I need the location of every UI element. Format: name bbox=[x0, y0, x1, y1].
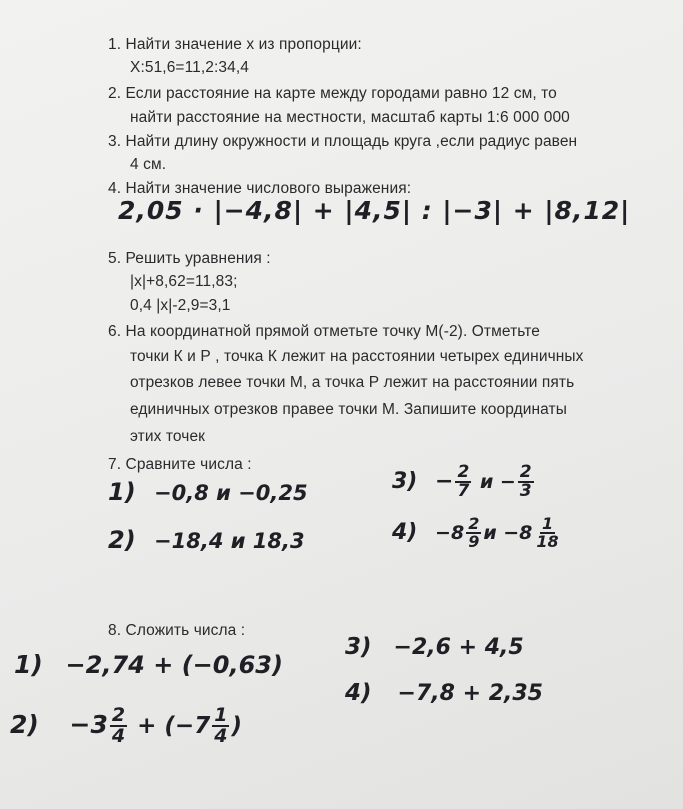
task-5-equation-2: 0,4 |x|-2,9=3,1 bbox=[130, 297, 231, 314]
task-8-item-3 bbox=[345, 634, 524, 660]
task-3-question-line1: 3. Найти длину окружности и площадь круга ,если радиус равен bbox=[108, 133, 578, 150]
item-expression: −2,74 + (−0,63) bbox=[65, 651, 283, 679]
item-whole: −3 bbox=[69, 710, 108, 739]
task-8-item-2 bbox=[10, 706, 242, 746]
task-6-line-5: этих точек bbox=[130, 428, 206, 445]
fraction-numerator: 1 bbox=[541, 514, 554, 533]
item-closing-paren: ) bbox=[231, 713, 242, 739]
item-expression: −18,4 и 18,3 bbox=[154, 529, 305, 553]
task-2-question-line1: 2. Если расстояние на карте между городами равно 12 см, то bbox=[108, 85, 557, 102]
task-7-item-4 bbox=[392, 516, 563, 550]
fraction-denominator: 7 bbox=[457, 481, 470, 501]
task-8-item-1 bbox=[14, 650, 283, 679]
fraction-denominator: 9 bbox=[468, 532, 480, 551]
item-label: 2) bbox=[10, 710, 39, 739]
item-sign: − bbox=[435, 469, 454, 494]
fraction-numerator: 2 bbox=[457, 462, 470, 482]
task-1-question: 1. Найти значение х из пропорции: bbox=[108, 36, 362, 53]
fraction-2 bbox=[518, 464, 534, 500]
fraction-denominator: 4 bbox=[111, 725, 126, 747]
fraction-numerator: 2 bbox=[468, 514, 480, 533]
task-4-handwritten-expression: 2,05 · |−4,8| + |4,5| : |−3| + |8,12| bbox=[118, 196, 631, 225]
item-label: 1) bbox=[108, 478, 136, 506]
fraction-denominator: 3 bbox=[519, 481, 532, 501]
task-5-question: 5. Решить уравнения : bbox=[108, 250, 271, 267]
task-7-question: 7. Сравните числа : bbox=[108, 456, 252, 473]
fraction-numerator: 2 bbox=[111, 704, 126, 726]
item-connector: + (−7 bbox=[129, 713, 211, 739]
task-7-item-3 bbox=[392, 464, 536, 500]
item-connector: и −8 bbox=[483, 522, 533, 544]
fraction-1 bbox=[110, 706, 127, 746]
task-6-line-1: 6. На координатной прямой отметьте точку М(-2). Отметьте bbox=[108, 323, 540, 340]
fraction-1 bbox=[466, 516, 481, 550]
item-label: 1) bbox=[14, 650, 43, 679]
task-8-question: 8. Сложить числа : bbox=[108, 622, 246, 639]
item-label: 3) bbox=[345, 634, 372, 660]
task-4-question: 4. Найти значение числового выражения: bbox=[108, 180, 412, 197]
item-label: 3) bbox=[392, 469, 418, 494]
fraction-numerator: 2 bbox=[519, 462, 532, 482]
fraction-numerator: 1 bbox=[214, 704, 228, 726]
item-connector: и − bbox=[473, 471, 516, 493]
fraction-2 bbox=[212, 706, 229, 746]
task-3-question-line2: 4 см. bbox=[130, 156, 167, 173]
fraction-denominator: 4 bbox=[214, 725, 228, 747]
item-label: 2) bbox=[108, 526, 136, 554]
item-expression: −0,8 и −0,25 bbox=[154, 481, 308, 505]
task-7-item-2 bbox=[108, 526, 305, 554]
item-expression: −7,8 + 2,35 bbox=[397, 681, 543, 706]
task-2-question-line2: найти расстояние на местности, масштаб карты 1:6 000 000 bbox=[130, 109, 570, 126]
item-whole: −8 bbox=[435, 522, 465, 544]
task-8-item-4 bbox=[345, 680, 543, 706]
fraction-denominator: 18 bbox=[536, 532, 559, 551]
task-6-line-3: отрезков левее точки М, а точка Р лежит на расстоянии пять bbox=[130, 374, 575, 391]
task-5-equation-1: |x|+8,62=11,83; bbox=[130, 273, 238, 290]
task-6-line-4: единичных отрезков правее точки М. Запишите координаты bbox=[130, 401, 567, 418]
item-label: 4) bbox=[392, 520, 418, 545]
item-expression: −2,6 + 4,5 bbox=[393, 635, 524, 660]
fraction-2 bbox=[534, 516, 560, 550]
task-7-item-1 bbox=[108, 478, 308, 506]
item-label: 4) bbox=[345, 680, 372, 706]
task-1-proportion: Х:51,6=11,2:34,4 bbox=[130, 59, 249, 76]
fraction-1 bbox=[455, 464, 471, 500]
task-6-line-2: точки К и Р , точка К лежит на расстоянии четырех единичных bbox=[130, 348, 584, 365]
